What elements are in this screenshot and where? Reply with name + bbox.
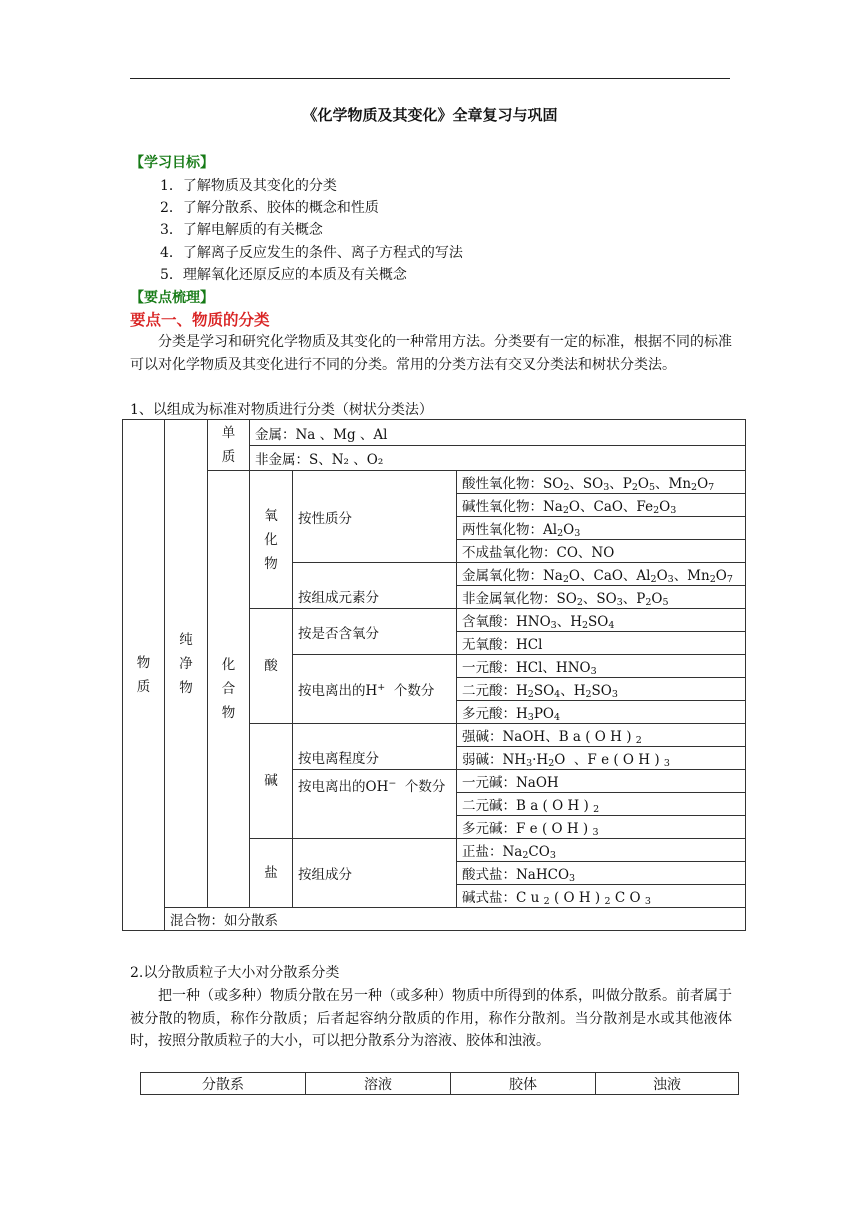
- subheading-2: 2.以分散质粒子大小对分散系分类: [130, 965, 340, 981]
- cell-mono-base: 一元碱：NaOH: [457, 770, 746, 793]
- cell-wuzhi: 物质: [123, 420, 165, 931]
- header-cell: 分散系: [141, 1073, 306, 1095]
- cell-polyprotic: 多元酸：$H_3PO_4$: [457, 701, 746, 724]
- cell-jinshu: 金属：Na 、Mg 、Al: [250, 420, 746, 446]
- dispersion-table: [140, 1072, 739, 1095]
- cell-poly-base: 多元碱：F e ( O H ) $_3$: [457, 816, 746, 839]
- cell-by-degree: 按电离程度分: [293, 724, 457, 770]
- cell-salt: 盐: [250, 839, 293, 908]
- goal-item: 4．了解离子反应发生的条件、离子方程式的写法: [160, 245, 463, 261]
- header-cell: 浊液: [596, 1073, 739, 1095]
- header-cell: 胶体: [451, 1073, 596, 1095]
- cell-mixture: 混合物：如分散系: [165, 908, 746, 931]
- cell-by-element: 按组成元素分: [293, 563, 457, 609]
- cell-amphoteric-oxide: 两性氧化物：$Al_2O_3$: [457, 517, 746, 540]
- cell-nonmetal-oxide: 非金属氧化物：$SO_2$、$SO_3$、$P_2O_5$: [457, 586, 746, 609]
- cell-acid-salt: 酸式盐：NaHCO$_3$: [457, 862, 746, 885]
- cell-chunjingwu: 纯净物: [165, 420, 208, 908]
- cell-weak-base: 弱碱：$NH_3\cdot H_2O$ 、F e ( O H ) $_3$: [457, 747, 746, 770]
- page-title: 《化学物质及其变化》全章复习与巩固: [302, 106, 558, 124]
- points-heading: 【要点梳理】: [130, 290, 214, 306]
- section-title: 要点一、物质的分类: [130, 311, 270, 329]
- classification-table: [122, 419, 746, 931]
- cell-di-base: 二元碱：B a ( O H ) $_2$: [457, 793, 746, 816]
- cell-strong-base: 强碱：NaOH、B a ( O H ) $_2$: [457, 724, 746, 747]
- cell-danzhi: 单质: [208, 420, 250, 471]
- cell-oxyacid: 含氧酸：$HNO_3$、$H_2SO_4$: [457, 609, 746, 632]
- cell-by-h-count: 按电离出的H+ 个数分: [293, 655, 457, 724]
- cell-by-composition: 按组成分: [293, 839, 457, 908]
- intro-paragraph: 分类是学习和研究化学物质及其变化的一种常用方法。分类要有一定的标准，根据不同的标准可以对化学物质及其变化进行不同的分类。常用的分类方法有交叉分类法和树状分类法。: [130, 334, 732, 373]
- dispersion-paragraph: 把一种（或多种）物质分散在另一种（或多种）物质中所得到的体系，叫做分散系。前者属于被分散的物质，称作分散质；后者起容纳分散质的作用，称作分散剂。当分散剂是水或其他液体时，按照分散质粒子的大小，可以把分散系分为溶液、胶体和浊液。: [130, 988, 732, 1049]
- header-cell: 溶液: [306, 1073, 451, 1095]
- cell-nonoxyacid: 无氧酸：HCl: [457, 632, 746, 655]
- cell-nonsalt-oxide: 不成盐氧化物：CO、NO: [457, 540, 746, 563]
- goals-heading: 【学习目标】: [130, 155, 214, 171]
- goal-item: 5．理解氧化还原反应的本质及有关概念: [160, 267, 407, 283]
- cell-acid: 酸: [250, 609, 293, 724]
- cell-acidic-oxide: 酸性氧化物：$SO_2$、$SO_3$、$P_2O_5$、$Mn_2O_7$: [457, 471, 746, 494]
- cell-basic-oxide: 碱性氧化物：$Na_2O$、CaO、$Fe_2O_3$: [457, 494, 746, 517]
- cell-metal-oxide: 金属氧化物：$Na_2O$、CaO、$Al_2O_3$、$Mn_2O_7$: [457, 563, 746, 586]
- cell-normal-salt: 正盐：$Na_2CO_3$: [457, 839, 746, 862]
- cell-yanghuawu: 氧化物: [250, 471, 293, 609]
- cell-by-oxygen: 按是否含氧分: [293, 609, 457, 655]
- cell-monoprotic: 一元酸：HCl、$HNO_3$: [457, 655, 746, 678]
- tree-subheading: 1、以组成为标准对物质进行分类（树状分类法）: [130, 402, 433, 418]
- cell-diprotic: 二元酸：$H_2SO_4$、$H_2SO_3$: [457, 678, 746, 701]
- cell-by-oh-count: 按电离出的OH− 个数分: [293, 770, 457, 839]
- goal-item: 1．了解物质及其变化的分类: [160, 178, 337, 194]
- cell-feijinshu: 非金属：S、N₂ 、O₂: [250, 446, 746, 471]
- cell-by-property: 按性质分: [293, 471, 457, 563]
- cell-huahewu: 化合物: [208, 471, 250, 908]
- cell-basic-salt: 碱式盐：C u $_2$ ( O H ) $_2$ C O $_3$: [457, 885, 746, 908]
- cell-base: 碱: [250, 724, 293, 839]
- goal-item: 3．了解电解质的有关概念: [160, 222, 323, 238]
- header-rule: [130, 78, 730, 79]
- goal-item: 2．了解分散系、胶体的概念和性质: [160, 200, 379, 216]
